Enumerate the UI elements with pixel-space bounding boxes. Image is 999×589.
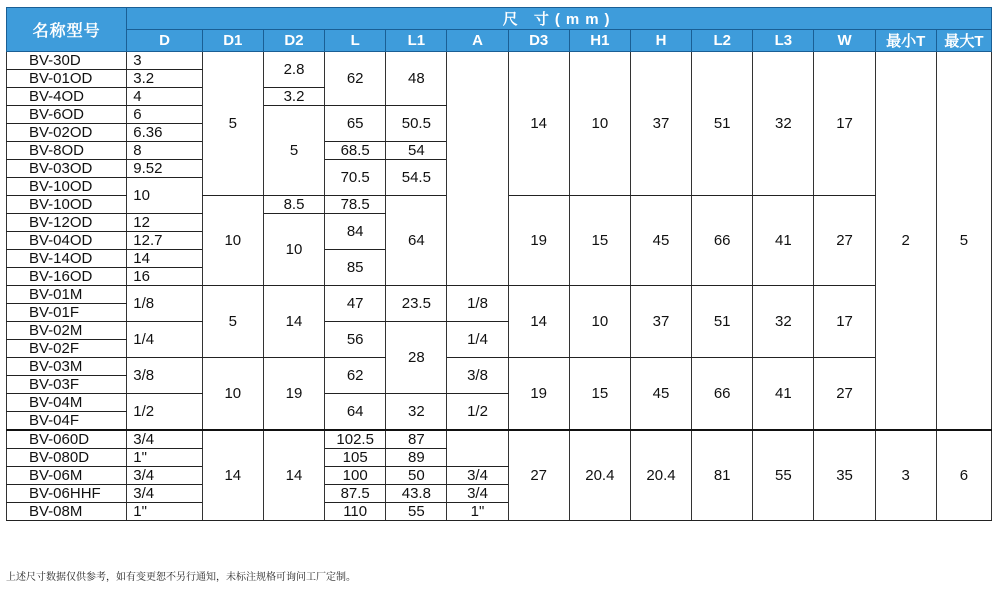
l1-value: 54.5: [386, 160, 447, 196]
header-col-H1: H1: [569, 30, 630, 52]
w-value: 17: [814, 286, 875, 358]
h-value: 37: [630, 286, 691, 358]
l-value: 70.5: [325, 160, 386, 196]
model-name: BV-30D: [7, 52, 127, 70]
l1-value: 54: [386, 142, 447, 160]
d2-value: 5: [263, 106, 324, 196]
a-value: 3/4: [447, 467, 508, 485]
l1-value: 55: [386, 503, 447, 521]
a-value: 1/2: [447, 394, 508, 431]
model-name: BV-10OD: [7, 196, 127, 214]
model-name: BV-01OD: [7, 70, 127, 88]
h1-value: 15: [569, 358, 630, 431]
d1-value: 10: [202, 196, 263, 286]
d2-value: 14: [263, 286, 324, 358]
d3-value: 19: [508, 196, 569, 286]
d2-value: 10: [263, 214, 324, 286]
d-value: 3/4: [127, 430, 202, 449]
d-value: 10: [127, 178, 202, 214]
model-name: BV-06M: [7, 467, 127, 485]
d3-value: 14: [508, 52, 569, 196]
w-value: 27: [814, 196, 875, 286]
model-name: BV-6OD: [7, 106, 127, 124]
spec-table: [6, 7, 992, 521]
model-name: BV-04M: [7, 394, 127, 412]
header-col-L: L: [325, 30, 386, 52]
header-col-W: W: [814, 30, 875, 52]
min-t-value: 2: [875, 52, 936, 431]
header-col-min-T: 最小T: [875, 30, 936, 52]
l2-value: 66: [692, 196, 753, 286]
l-value: 110: [325, 503, 386, 521]
h1-value: 10: [569, 286, 630, 358]
l3-value: 32: [753, 286, 814, 358]
header-col-D2: D2: [263, 30, 324, 52]
model-name: BV-03M: [7, 358, 127, 376]
w-value: 17: [814, 52, 875, 196]
footnote: 上述尺寸数据仅供参考，如有变更恕不另行通知，未标注规格可询问工厂定制。: [6, 572, 356, 583]
table-row: [7, 286, 992, 304]
min-t-value: 3: [875, 430, 936, 521]
d-value: 1": [127, 503, 202, 521]
model-name: BV-14OD: [7, 250, 127, 268]
d-value: 3/4: [127, 485, 202, 503]
d-value: 3.2: [127, 70, 202, 88]
d1-value: 5: [202, 286, 263, 358]
table-row: [7, 358, 992, 376]
l1-value: 89: [386, 449, 447, 467]
table-row: [7, 52, 992, 70]
d2-value: 2.8: [263, 52, 324, 88]
model-name: BV-03OD: [7, 160, 127, 178]
l-value: 102.5: [325, 430, 386, 449]
header-col-D3: D3: [508, 30, 569, 52]
l2-value: 81: [692, 430, 753, 521]
h-value: 45: [630, 196, 691, 286]
header-col-max-T: 最大T: [936, 30, 991, 52]
l3-value: 55: [753, 430, 814, 521]
a-value: 3/8: [447, 358, 508, 394]
model-name: BV-04OD: [7, 232, 127, 250]
model-name: BV-02M: [7, 322, 127, 340]
d-value: 12: [127, 214, 202, 232]
h-value: 20.4: [630, 430, 691, 521]
header-col-L3: L3: [753, 30, 814, 52]
d-value: 16: [127, 268, 202, 286]
h-value: 37: [630, 52, 691, 196]
l3-value: 41: [753, 358, 814, 431]
d1-value: 10: [202, 358, 263, 431]
d-value: 12.7: [127, 232, 202, 250]
d-value: 3: [127, 52, 202, 70]
d-value: 1": [127, 449, 202, 467]
model-name: BV-4OD: [7, 88, 127, 106]
model-name: BV-02OD: [7, 124, 127, 142]
d1-value: 5: [202, 52, 263, 196]
l-value: 78.5: [325, 196, 386, 214]
d2-value: 3.2: [263, 88, 324, 106]
a-value: 1/8: [447, 286, 508, 322]
l-value: 62: [325, 52, 386, 106]
l-value: 68.5: [325, 142, 386, 160]
d-value: 4: [127, 88, 202, 106]
d-value: 8: [127, 142, 202, 160]
model-name: BV-03F: [7, 376, 127, 394]
l1-value: 48: [386, 52, 447, 106]
model-name: BV-16OD: [7, 268, 127, 286]
w-value: 27: [814, 358, 875, 431]
l1-value: 64: [386, 196, 447, 286]
l-value: 62: [325, 358, 386, 394]
d-value: 3/8: [127, 358, 202, 394]
l-value: 85: [325, 250, 386, 286]
a-value-empty: [447, 52, 508, 286]
a-value: 1/4: [447, 322, 508, 358]
header-name-model: 名称型号: [7, 8, 127, 52]
model-name: BV-06HHF: [7, 485, 127, 503]
header-col-L2: L2: [692, 30, 753, 52]
d-value: 6: [127, 106, 202, 124]
a-value-empty: [447, 430, 508, 467]
l1-value: 23.5: [386, 286, 447, 322]
l-value: 84: [325, 214, 386, 250]
l1-value: 50: [386, 467, 447, 485]
table-row: [7, 430, 992, 449]
w-value: 35: [814, 430, 875, 521]
a-value: 3/4: [447, 485, 508, 503]
l-value: 65: [325, 106, 386, 142]
l2-value: 51: [692, 52, 753, 196]
table-body: [7, 52, 992, 521]
d-value: 3/4: [127, 467, 202, 485]
d2-value: 14: [263, 430, 324, 521]
d-value: 9.52: [127, 160, 202, 178]
h-value: 45: [630, 358, 691, 431]
d2-value: 8.5: [263, 196, 324, 214]
model-name: BV-8OD: [7, 142, 127, 160]
l1-value: 87: [386, 430, 447, 449]
model-name: BV-01M: [7, 286, 127, 304]
model-name: BV-02F: [7, 340, 127, 358]
d-value: 1/4: [127, 322, 202, 358]
l-value: 56: [325, 322, 386, 358]
d1-value: 14: [202, 430, 263, 521]
spec-table-container: [6, 7, 992, 521]
max-t-value: 5: [936, 52, 991, 431]
model-name: BV-12OD: [7, 214, 127, 232]
l-value: 100: [325, 467, 386, 485]
d3-value: 27: [508, 430, 569, 521]
model-name: BV-060D: [7, 430, 127, 449]
l2-value: 66: [692, 358, 753, 431]
d-value: 6.36: [127, 124, 202, 142]
h1-value: 15: [569, 196, 630, 286]
l-value: 87.5: [325, 485, 386, 503]
d3-value: 14: [508, 286, 569, 358]
d-value: 1/2: [127, 394, 202, 431]
h1-value: 20.4: [569, 430, 630, 521]
d2-value: 19: [263, 358, 324, 431]
header-col-L1: L1: [386, 30, 447, 52]
header-dimensions-group: 尺 寸(mm): [127, 8, 992, 30]
model-name: BV-01F: [7, 304, 127, 322]
header-col-D: D: [127, 30, 202, 52]
d-value: 1/8: [127, 286, 202, 322]
model-name: BV-080D: [7, 449, 127, 467]
l-value: 47: [325, 286, 386, 322]
l1-value: 32: [386, 394, 447, 431]
max-t-value: 6: [936, 430, 991, 521]
l2-value: 51: [692, 286, 753, 358]
table-header: [7, 8, 992, 52]
l3-value: 32: [753, 52, 814, 196]
d3-value: 19: [508, 358, 569, 431]
l1-value: 28: [386, 322, 447, 394]
header-col-A: A: [447, 30, 508, 52]
a-value: 1": [447, 503, 508, 521]
model-name: BV-08M: [7, 503, 127, 521]
model-name: BV-10OD: [7, 178, 127, 196]
l-value: 105: [325, 449, 386, 467]
header-col-H: H: [630, 30, 691, 52]
l1-value: 50.5: [386, 106, 447, 142]
h1-value: 10: [569, 52, 630, 196]
model-name: BV-04F: [7, 412, 127, 431]
l3-value: 41: [753, 196, 814, 286]
l-value: 64: [325, 394, 386, 431]
l1-value: 43.8: [386, 485, 447, 503]
header-col-D1: D1: [202, 30, 263, 52]
d-value: 14: [127, 250, 202, 268]
